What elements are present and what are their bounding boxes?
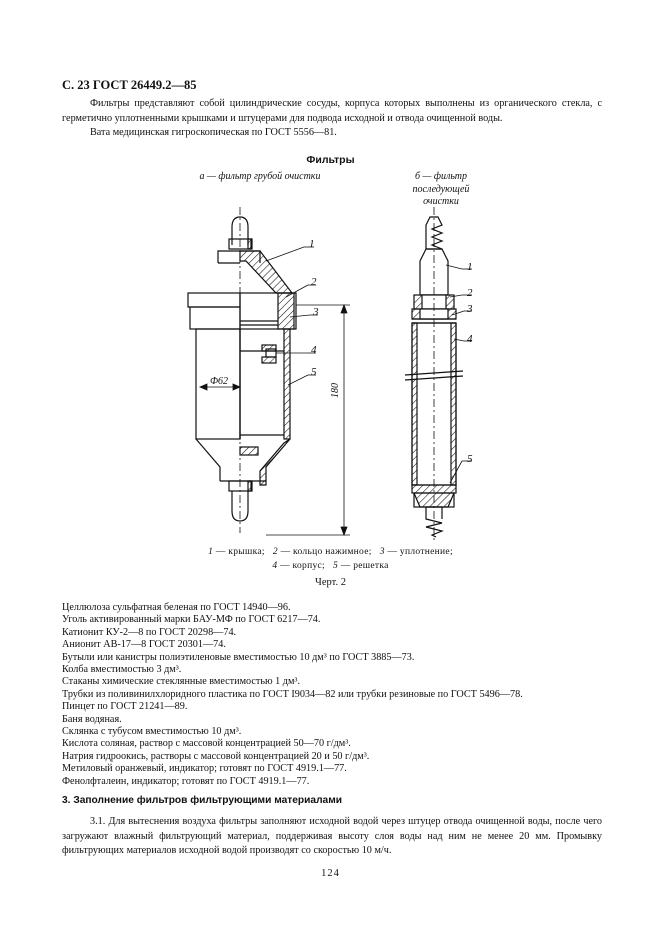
- figure-title: Фильтры: [306, 154, 355, 166]
- material-item: Баня водяная.: [62, 713, 122, 725]
- coarse-top-nozzle: [229, 217, 252, 249]
- caption-fine-line3: очистки: [423, 196, 459, 207]
- legend-text-4: — корпус;: [277, 561, 325, 571]
- material-item: Натрия гидроокись, растворы с массовой концентрацией 20 и 50 г/дм³.: [62, 750, 370, 762]
- legend-num-2: 2: [272, 547, 278, 557]
- legend-text-2: — кольцо нажимное;: [277, 547, 372, 557]
- material-item: Кислота соляная, раствор с массовой концентрацией 50—70 г/дм³.: [62, 738, 351, 750]
- callout-b-3: 3: [467, 303, 473, 315]
- caption-coarse-filter: а — фильтр грубой очистки: [199, 171, 321, 182]
- callout-b-4: 4: [467, 333, 473, 345]
- cotton-wool-line: Вата медицинская гигроскопическая по ГОСТ 5556—81.: [90, 127, 337, 138]
- material-item: Метиловый оранжевый, индикатор; готовят по ГОСТ 4919.1—77.: [62, 763, 347, 775]
- coarse-bottom-nozzle: [229, 481, 252, 521]
- callout-b-1: 1: [467, 261, 473, 273]
- legend-text-5: — решетка: [338, 561, 389, 571]
- coarse-bottom-cone: [196, 439, 290, 485]
- callout-a-2: 2: [311, 276, 317, 288]
- coarse-flange: [188, 293, 296, 329]
- callout-b-2: 2: [467, 287, 473, 299]
- coarse-cover: [218, 251, 292, 293]
- material-item: Уголь активированный марки БАУ-МФ по ГОСТ 6217—74.: [62, 614, 321, 626]
- callout-b-5: 5: [467, 453, 473, 465]
- legend-text-3: — уплотнение;: [384, 547, 453, 557]
- page-number: 124: [321, 868, 340, 879]
- section-3-paragraph: 3.1. Для вытеснения воздуха фильтры заполняют исходной водой через штуцер отвода очищенной воды, после чего загружают влажный фильтрующий материал, поддерживая высоту слоя воды над ним не менее 20 мм. Промывку фильтрующих материалов исходной водой производят со скоростью 10 м/ч.: [62, 816, 602, 856]
- height-label: 180: [330, 383, 341, 398]
- diameter-label: Ф62: [210, 376, 229, 387]
- figure-number: Черт. 2: [315, 577, 346, 588]
- material-item: Колба вместимостью 3 дм³.: [62, 664, 182, 675]
- filters-drawing: [150, 185, 510, 545]
- material-item: Катионит КУ-2—8 по ГОСТ 20298—74.: [62, 626, 237, 638]
- legend-num-3: 3: [379, 547, 385, 557]
- material-item: Бутыли или канистры полиэтиленовые вместимостью 10 дм³ по ГОСТ 3885—73.: [62, 651, 415, 663]
- legend-num-1: 1: [208, 547, 214, 557]
- callout-a-1: 1: [309, 238, 315, 250]
- coarse-dimensions: [200, 305, 350, 535]
- caption-fine-line1: б — фильтр: [414, 171, 468, 182]
- intro-paragraph: Фильтры представляют собой цилиндрические сосуды, корпуса которых выполнены из органического стекла, с герметично уплотненными крышками и штуцерами для подвода исходной и отвода очищенной воды.: [62, 98, 602, 124]
- page-header: С. 23 ГОСТ 26449.2—85: [62, 78, 197, 92]
- legend-line-2: [0, 560, 661, 573]
- material-item: Анионит АВ-17—8 ГОСТ 20301—74.: [62, 639, 226, 651]
- legend-line-1: [0, 546, 661, 559]
- material-item: Пинцет по ГОСТ 21241—89.: [62, 701, 188, 713]
- material-item: Склянка с тубусом вместимостью 10 дм³.: [62, 726, 242, 737]
- legend-num-5: 5: [333, 561, 339, 571]
- material-item: Трубки из поливинилхлоридного пластика по ГОСТ I9034—82 или трубки резиновые по ГОСТ 5496—78.: [62, 688, 523, 700]
- legend-text-1: — крышка;: [213, 547, 265, 557]
- material-item: Фенолфталеин, индикатор; готовят по ГОСТ 4919.1—77.: [62, 775, 310, 787]
- material-item: Целлюлоза сульфатная беленая по ГОСТ 14940—96.: [62, 602, 291, 613]
- legend-num-4: 4: [272, 561, 278, 571]
- callout-a-4: 4: [311, 344, 317, 356]
- section-3-heading: 3. Заполнение фильтров фильтрующими материалами: [62, 795, 342, 806]
- material-item: Стаканы химические стеклянные вместимостью 1 дм³.: [62, 676, 301, 688]
- caption-fine-line2: последующей: [412, 183, 470, 195]
- fine-filter-drawing: [405, 207, 472, 543]
- callout-a-5: 5: [311, 366, 317, 378]
- coarse-filter-drawing: [188, 207, 350, 535]
- callout-a-3: 3: [313, 306, 319, 318]
